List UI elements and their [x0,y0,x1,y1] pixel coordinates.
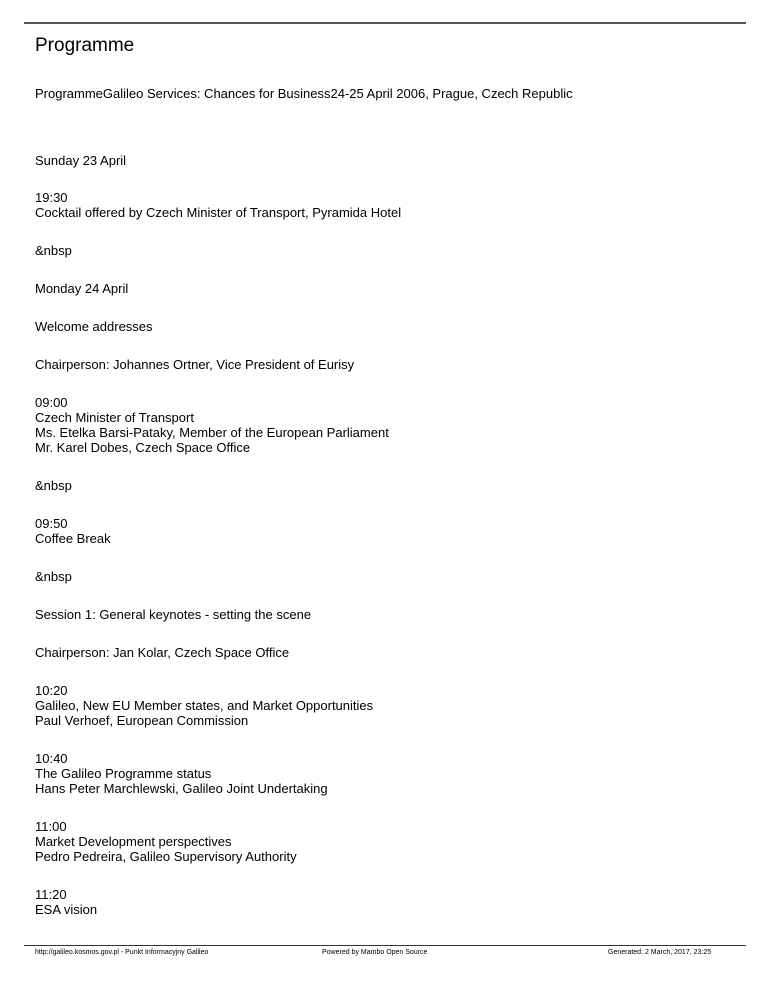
nbsp-text: &nbsp [35,478,72,493]
schedule-item [35,683,735,728]
speaker: Paul Verhoef, European Commission [35,713,249,728]
time: 09:50 [35,516,68,531]
chairperson-text: Chairperson: Jan Kolar, Czech Space Office [35,645,290,660]
item-title: Market Development perspectives [35,834,232,849]
time: 11:00 [35,819,67,834]
schedule-item [35,887,735,917]
page-title: Programme [35,35,135,56]
item-title: The Galileo Programme status [35,766,212,781]
speaker: Hans Peter Marchlewski, Galileo Joint Undertaking [35,781,328,796]
time: 10:20 [35,683,68,698]
footer-powered-by: Powered by Mambo Open Source [322,949,428,956]
schedule-item [35,395,735,455]
chairperson [35,357,735,372]
item-title: ESA vision [35,902,98,917]
programme-content [35,86,735,917]
schedule-item [35,190,735,220]
day-heading-text: Monday 24 April [35,281,129,296]
day-heading [35,153,735,168]
intro-line: ProgrammeGalileo Services: Chances for Business24-25 April 2006, Prague, Czech Republic [35,86,573,101]
nbsp-text: &nbsp [35,243,72,258]
nbsp-text: &nbsp [35,569,72,584]
spacer-text [35,569,735,584]
spacer-text [35,478,735,493]
programme-intro [35,86,735,101]
day-heading [35,281,735,296]
item-title: Coffee Break [35,531,111,546]
top-divider [24,22,746,24]
spacer-text [35,243,735,258]
schedule-item [35,516,735,546]
schedule-item [35,751,735,796]
speaker: Mr. Karel Dobes, Czech Space Office [35,440,251,455]
session-title: Session 1: General keynotes - setting the scene [35,607,312,622]
schedule-item [35,819,735,864]
time: 10:40 [35,751,68,766]
speaker: Ms. Etelka Barsi-Pataky, Member of the European Parliament [35,425,389,440]
time: 09:00 [35,395,68,410]
time: 11:20 [35,887,67,902]
chairperson-text: Chairperson: Johannes Ortner, Vice President of Eurisy [35,357,355,372]
day-heading-text: Sunday 23 April [35,153,127,168]
item-title: Cocktail offered by Czech Minister of Transport, Pyramida Hotel [35,205,402,220]
item-title: Galileo, New EU Member states, and Market Opportunities [35,698,374,713]
footer-site-link[interactable]: http://galileo.kosmos.gov.pl - Punkt Informacyjny Galileo [35,949,209,956]
footer-generated-date: Generated: 2 March, 2017, 23:25 [608,949,712,956]
speaker: Pedro Pedreira, Galileo Supervisory Authority [35,849,297,864]
chairperson [35,645,735,660]
time: 19:30 [35,190,68,205]
session-heading [35,319,735,334]
footer-divider [24,945,746,946]
speaker: Czech Minister of Transport [35,410,194,425]
session-heading [35,607,735,622]
session-title: Welcome addresses [35,319,153,334]
